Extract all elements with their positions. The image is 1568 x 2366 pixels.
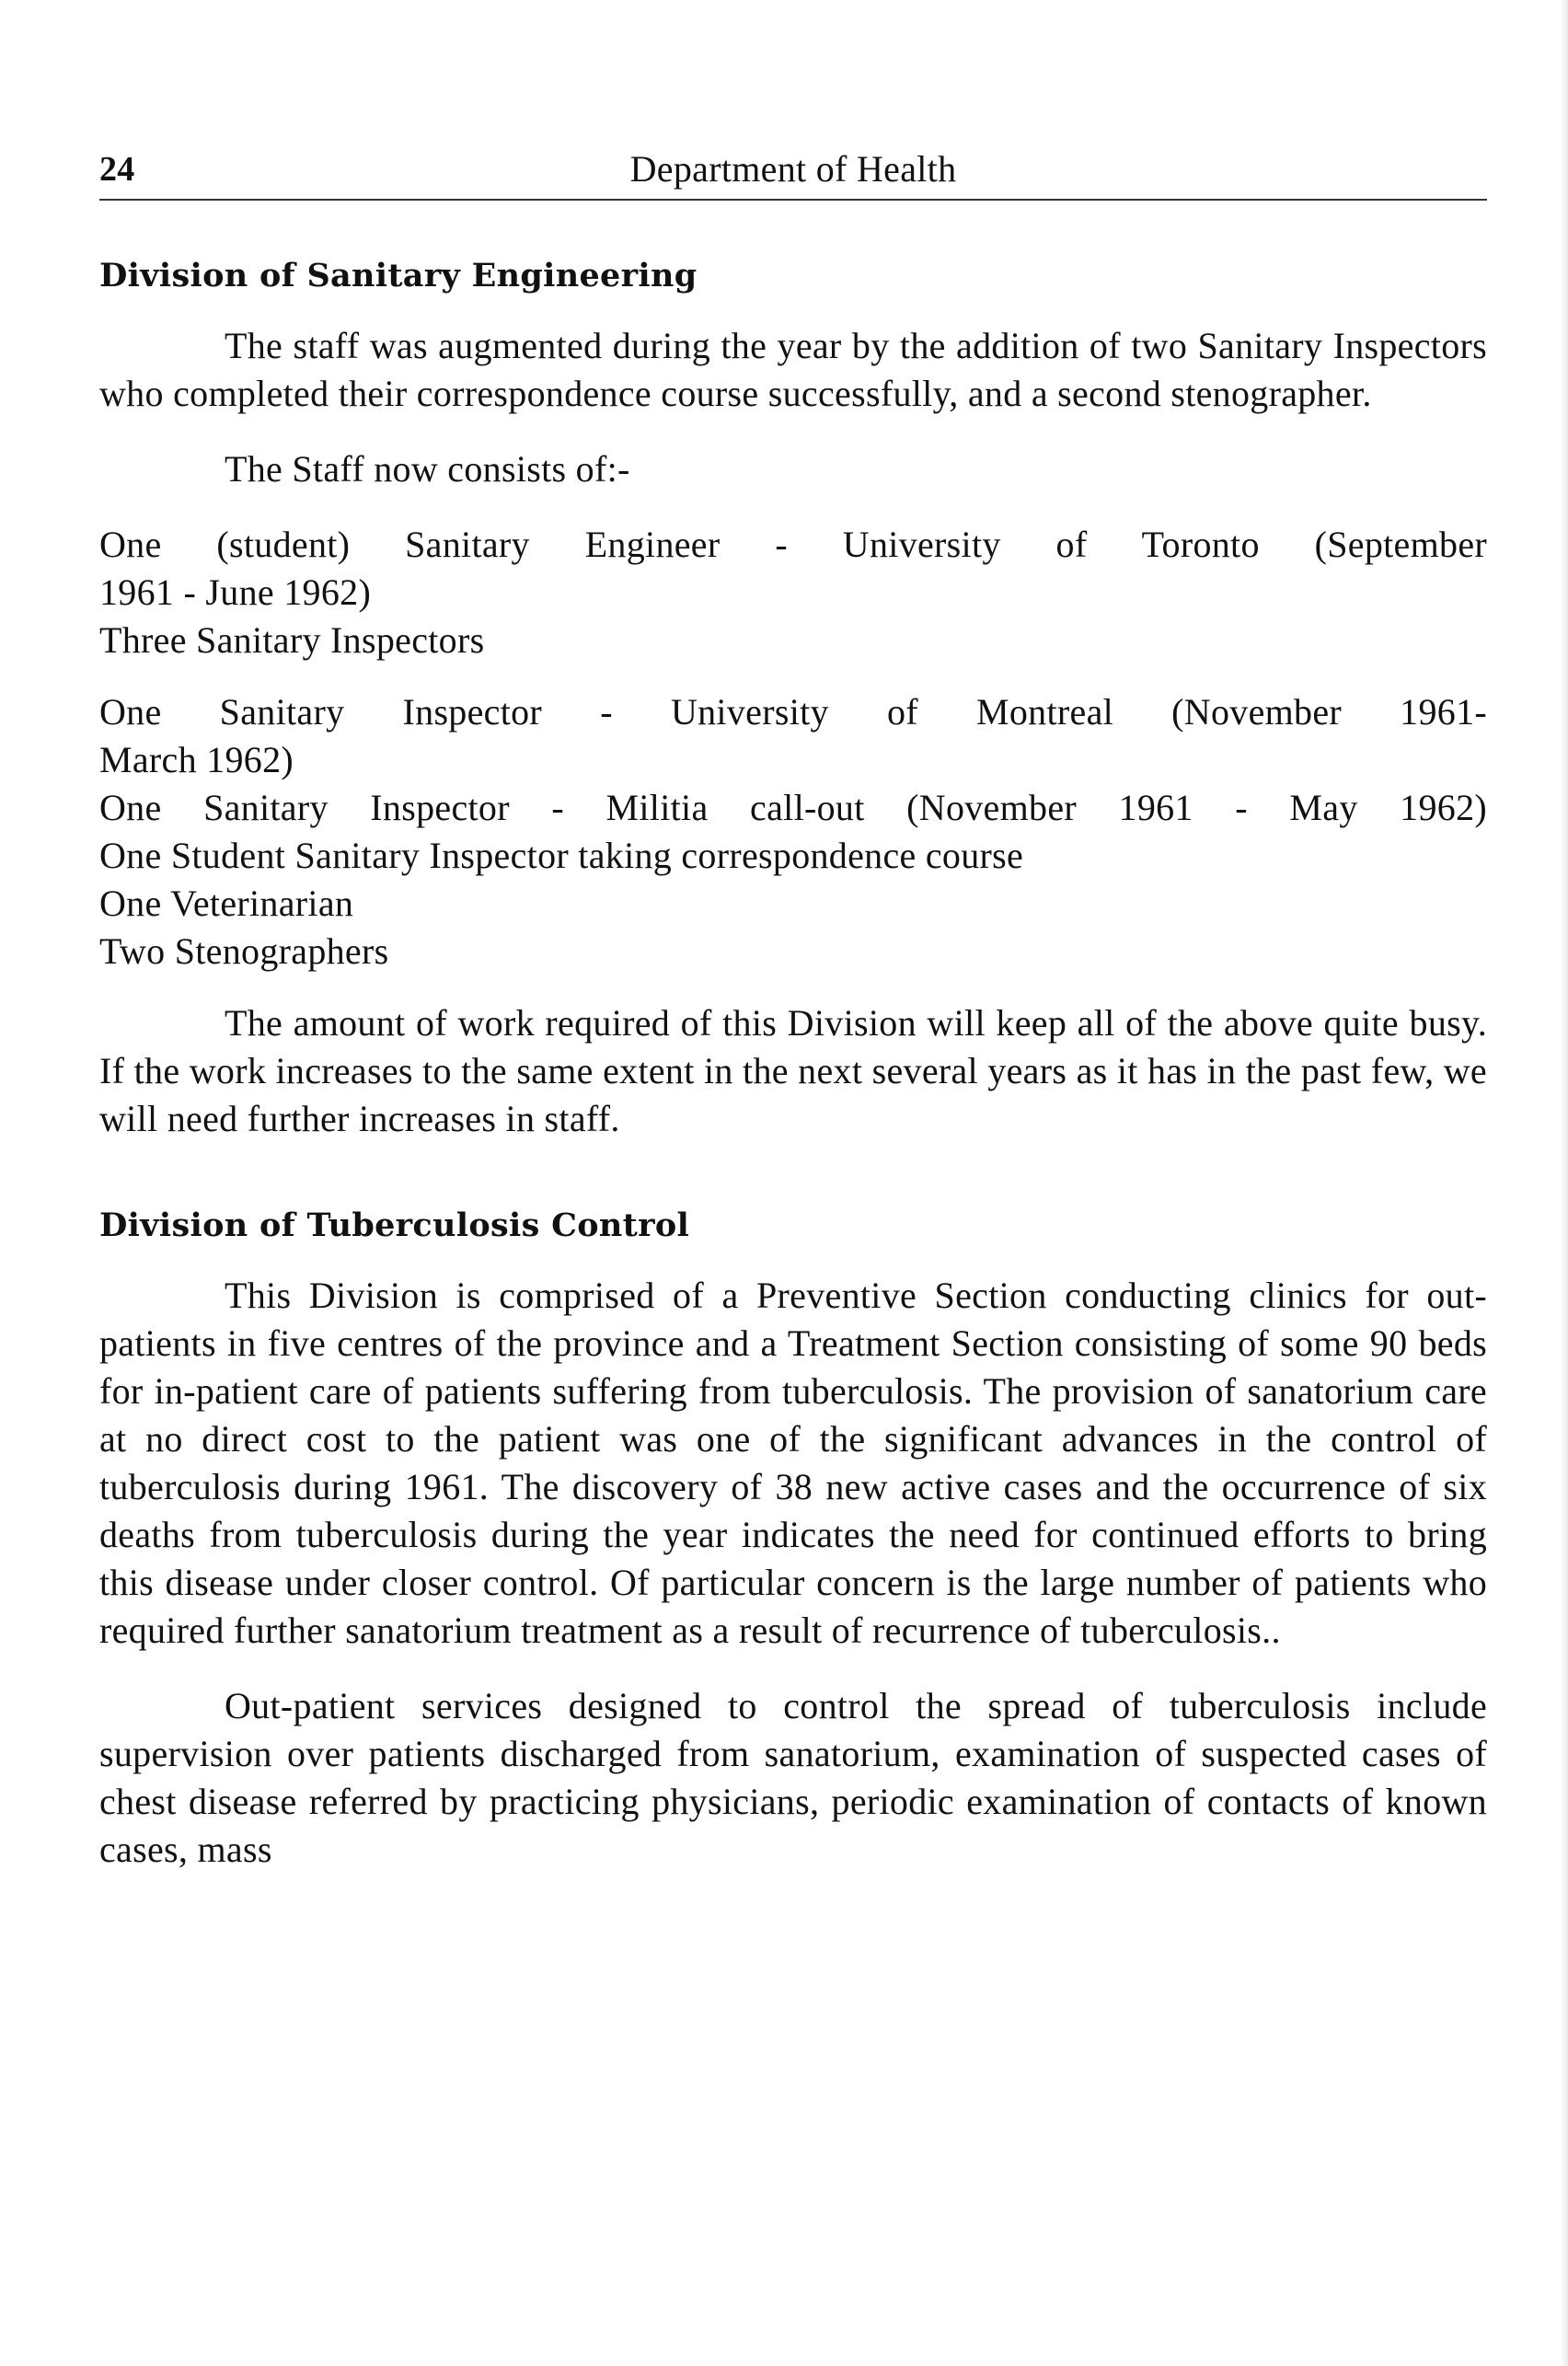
staff-item-line1: One (student) Sanitary Engineer - University of Toronto (September [99, 524, 1487, 565]
section-tuberculosis-control [99, 1202, 1487, 1874]
header-rule [99, 199, 1487, 201]
paragraph: Out-patient services designed to control the spread of tuberculosis include supervision over patients discharged from sanatorium, examination of suspected cases of chest disease referred by practicing physicians, periodic examination of contacts of known cases, mass [99, 1685, 1487, 1870]
running-title: Department of Health [629, 148, 957, 190]
section-sanitary-engineering [99, 252, 1487, 1143]
staff-item-line2: March 1962) [99, 739, 294, 780]
staff-item: Two Stenographers [99, 930, 389, 972]
staff-item: Three Sanitary Inspectors [99, 619, 485, 661]
staff-item: One Veterinarian [99, 883, 354, 924]
staff-item-line2: 1961 - June 1962) [99, 571, 372, 613]
staff-item-line1: One Sanitary Inspector - University of Montreal (November 1961- [99, 691, 1487, 733]
paragraph: This Division is comprised of a Preventive Section conducting clinics for out-patients in five centres of the province and a Treatment Section consisting of some 90 beds for in-patient care of patients suffering from tuberculosis. The provision of sanatorium care at no direct cost to the patient was one of the significant advances in the control of tuberculosis during 1961. The discovery of 38 new active cases and the occurrence of six deaths from tuberculosis during the year indicates the need for continued efforts to bring this disease under closer control. Of particular concern is the large number of patients who required further sanatorium treatment as a result of recurrence of tuberculosis.. [99, 1275, 1487, 1651]
paragraph: The amount of work required of this Division will keep all of the above quite busy. If the work increases to the same extent in the next several years as it has in the past few, we will need further increases in staff. [99, 1002, 1487, 1139]
paragraph: The staff was augmented during the year by the addition of two Sanitary Inspectors who completed their correspondence course successfully, and a second stenographer. [99, 325, 1487, 414]
staff-item: One Student Sanitary Inspector taking correspondence course [99, 835, 1024, 876]
page-content [99, 138, 1487, 1874]
running-header [99, 138, 1487, 197]
page-number: 24 [99, 150, 135, 189]
section-heading: Division of Sanitary Engineering [99, 257, 698, 294]
paragraph: The Staff now consists of:- [225, 448, 630, 490]
page-edge-shadow [1561, 0, 1568, 2366]
staff-item: One Sanitary Inspector - Militia call-out (November 1961 - May 1962) [99, 787, 1487, 828]
staff-item [99, 688, 1487, 784]
staff-item [99, 521, 1487, 617]
section-heading: Division of Tuberculosis Control [99, 1206, 690, 1244]
